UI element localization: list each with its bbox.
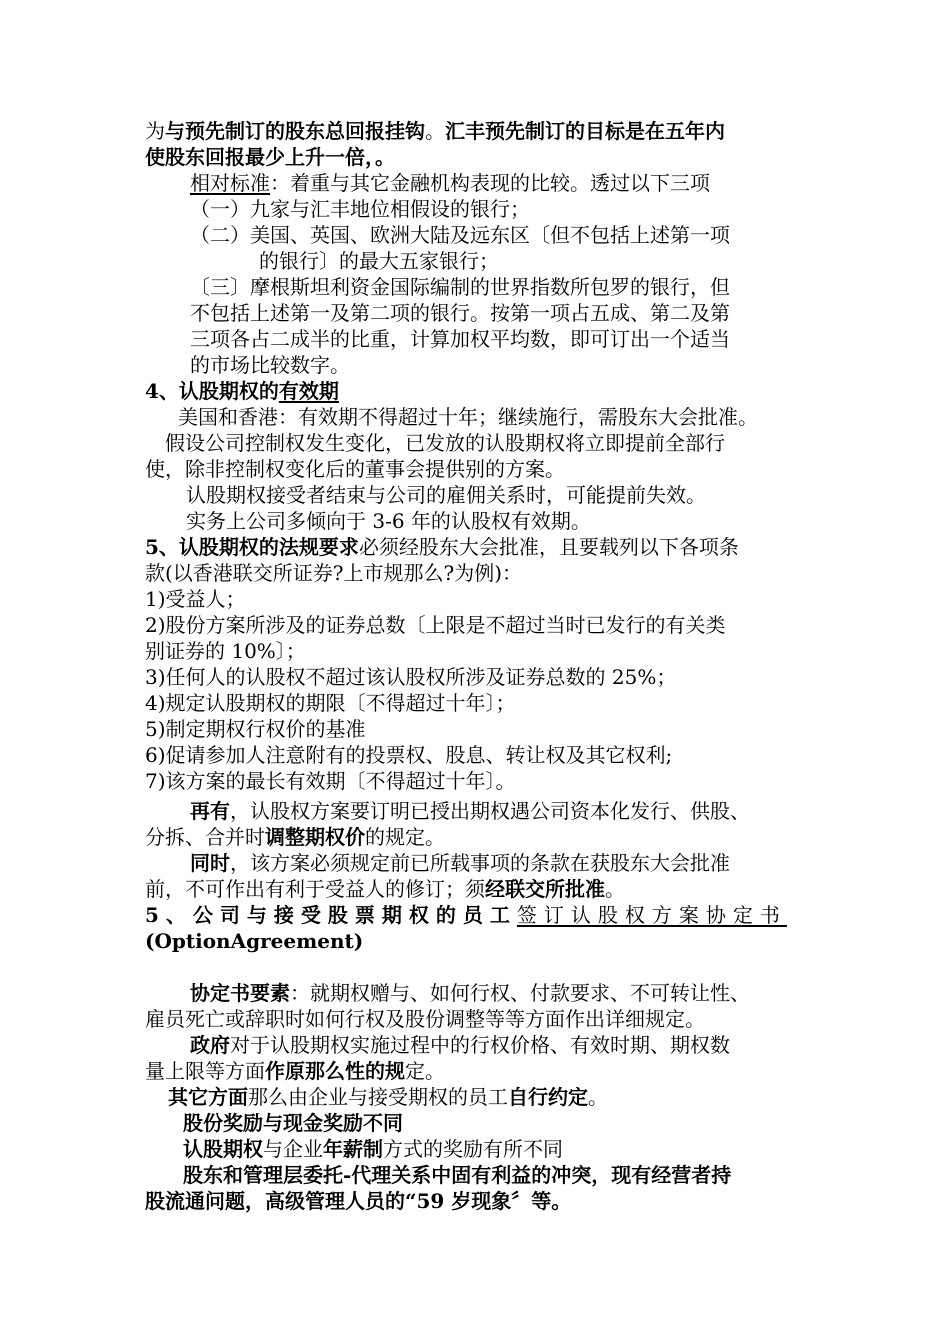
- text-line: [145, 716, 366, 742]
- text-run: 三项各占二成半的比重，计算加权平均数，即可订出一个适当: [190, 327, 730, 351]
- text-run: （一）九家与汇丰地位相假设的银行；: [190, 197, 530, 221]
- text-run: ，认股权方案要订明已授出期权遇公司资本化发行、供股、: [230, 799, 750, 823]
- text-line: [145, 1006, 705, 1032]
- text-line: [145, 876, 625, 902]
- text-line: [145, 378, 339, 404]
- bold-text: 同时: [190, 851, 230, 875]
- text-run: 2)股份方案所涉及的证券总数〔上限是不超过当时已发行的有关类: [145, 613, 726, 637]
- text-run: 对于认股期权实施过程中的行权价格、有效时期、期权数: [230, 1033, 730, 1057]
- text-line: [186, 482, 706, 508]
- text-line: [190, 300, 730, 326]
- text-run: 4)规定认股期权的期限〔不得超过十年〕；: [145, 691, 516, 715]
- bold-text: 与预先制订的股东总回报挂钩: [165, 119, 425, 143]
- text-run: ：着重与其它金融机构表现的比较。透过以下三项: [270, 171, 710, 195]
- text-line: [145, 144, 395, 170]
- text-run: 6)促请参加人注意附有的投票权、股息、转让权及其它权利;: [145, 743, 673, 767]
- bold-text: 汇丰预先制订的目标是在五年内: [445, 119, 725, 143]
- text-run: 使，除非控制权变化后的董事会提供别的方案。: [145, 457, 565, 481]
- text-run: 假设公司控制权发生变化，已发放的认股期权将立即提前全部行: [165, 431, 725, 455]
- bold-text: (OptionAgreement): [145, 929, 364, 953]
- text-line: [186, 508, 591, 534]
- text-line: [183, 1162, 731, 1188]
- text-line: [145, 1058, 445, 1084]
- text-run: 款(以香港联交所证券?上市规那么?为例)：: [145, 561, 523, 585]
- bold-text: 自行约定: [508, 1085, 588, 1109]
- bold-text: 认股期权: [183, 1137, 263, 1161]
- text-run: 的市场比较数字。: [190, 353, 350, 377]
- text-run: 方式的奖励有所不同: [383, 1137, 563, 1161]
- underlined-term: 有效期: [278, 379, 339, 403]
- bold-text: 股流通问题，高级管理人员的“59 岁现象〞等。: [145, 1189, 572, 1213]
- text-line: [190, 170, 710, 196]
- text-run: 定。: [405, 1059, 445, 1083]
- text-run: （二）美国、英国、欧洲大陆及远东区〔但不包括上述第一项: [190, 223, 730, 247]
- text-line: [145, 638, 306, 664]
- bold-text: 使股东回报最少上升一倍，。: [145, 145, 395, 169]
- text-run: 。: [588, 1085, 608, 1109]
- text-run: 量上限等方面: [145, 1059, 265, 1083]
- bold-text: 作原那么性的规: [265, 1059, 405, 1083]
- text-run: 认股期权接受者结束与公司的雇佣关系时，可能提前失效。: [186, 483, 706, 507]
- bold-text: 5、公司与接受股票期权的员工: [145, 903, 517, 927]
- bold-text: 经联交所批准: [485, 877, 605, 901]
- bold-text: 其它方面: [168, 1085, 248, 1109]
- bold-text: 股东和管理层委托-代理关系中固有利益的冲突，现有经营者持: [183, 1163, 732, 1187]
- text-run: 的规定。: [365, 825, 445, 849]
- text-line: [259, 248, 499, 274]
- text-line: [190, 850, 730, 876]
- text-line: [145, 118, 725, 144]
- text-run: 为: [145, 119, 165, 143]
- text-line: [145, 742, 672, 768]
- text-run: 7)该方案的最长有效期〔不得超过十年〕。: [145, 769, 516, 793]
- text-line: [145, 902, 787, 928]
- text-line: [190, 1032, 730, 1058]
- text-line: [145, 928, 363, 954]
- text-line: [168, 1084, 608, 1110]
- text-run: 不包括上述第一及第二项的银行。按第一项占五成、第二及第: [190, 301, 730, 325]
- text-run: 实务上公司多倾向于 3-6 年的认股权有效期。: [186, 509, 591, 533]
- text-line: [178, 404, 758, 430]
- text-run: 与企业: [263, 1137, 323, 1161]
- text-run: 美国和香港：有效期不得超过十年；继续施行，需股东大会批准。: [178, 405, 758, 429]
- text-line: [165, 430, 725, 456]
- text-run: 前，不可作出有利于受益人的修订；须: [145, 877, 485, 901]
- text-run: 。: [605, 877, 625, 901]
- text-line: [190, 274, 730, 300]
- text-line: [183, 1136, 563, 1162]
- text-line: [190, 222, 730, 248]
- text-run: ：就期权赠与、如何行权、付款要求、不可转让性、: [290, 981, 750, 1005]
- text-line: [145, 560, 522, 586]
- bold-text: 4、认股期权的: [145, 379, 279, 403]
- bold-text: 协定书要素: [190, 981, 290, 1005]
- text-line: [145, 534, 739, 560]
- text-line: [145, 824, 445, 850]
- bold-text: 5、认股期权的法规要求: [145, 535, 359, 559]
- bold-text: 股份奖励与现金奖励不同: [183, 1111, 403, 1135]
- bold-text: 调整期权价: [265, 825, 365, 849]
- text-line: [145, 1188, 571, 1214]
- text-line: [145, 586, 246, 612]
- text-run: 雇员死亡或辞职时如何行权及股份调整等等方面作出详细规定。: [145, 1007, 705, 1031]
- text-line: [190, 980, 750, 1006]
- text-run: 1)受益人；: [145, 587, 246, 611]
- text-run: 分拆、合并时: [145, 825, 265, 849]
- text-line: [190, 352, 350, 378]
- bold-text: 政府: [190, 1033, 230, 1057]
- text-run: 。: [425, 119, 445, 143]
- text-line: [145, 664, 676, 690]
- bold-text: 再有: [190, 799, 230, 823]
- text-line: [145, 456, 565, 482]
- text-run: 3)任何人的认股权不超过该认股权所涉及证券总数的 25%；: [145, 665, 677, 689]
- bold-text: 年薪制: [323, 1137, 383, 1161]
- text-line: [183, 1110, 403, 1136]
- text-run: ，该方案必须规定前已所载事项的条款在获股东大会批准: [230, 851, 730, 875]
- text-run: 那么由企业与接受期权的员工: [248, 1085, 508, 1109]
- text-line: [190, 196, 530, 222]
- underlined-term: 签订认股权方案协定书: [516, 903, 787, 927]
- text-line: [145, 690, 516, 716]
- text-run: 必须经股东大会批准，且要载列以下各项条: [358, 535, 739, 559]
- text-line: [145, 768, 516, 794]
- text-line: [145, 612, 726, 638]
- text-run: 5)制定期权行权价的基准: [145, 717, 366, 741]
- underlined-term: 相对标准: [190, 171, 270, 195]
- text-line: [190, 326, 730, 352]
- text-run: 〔三〕摩根斯坦利资金国际编制的世界指数所包罗的银行，但: [190, 275, 730, 299]
- text-run: 别证券的 10%〕；: [145, 639, 306, 663]
- text-line: [190, 798, 750, 824]
- text-run: 的银行〕的最大五家银行；: [259, 249, 499, 273]
